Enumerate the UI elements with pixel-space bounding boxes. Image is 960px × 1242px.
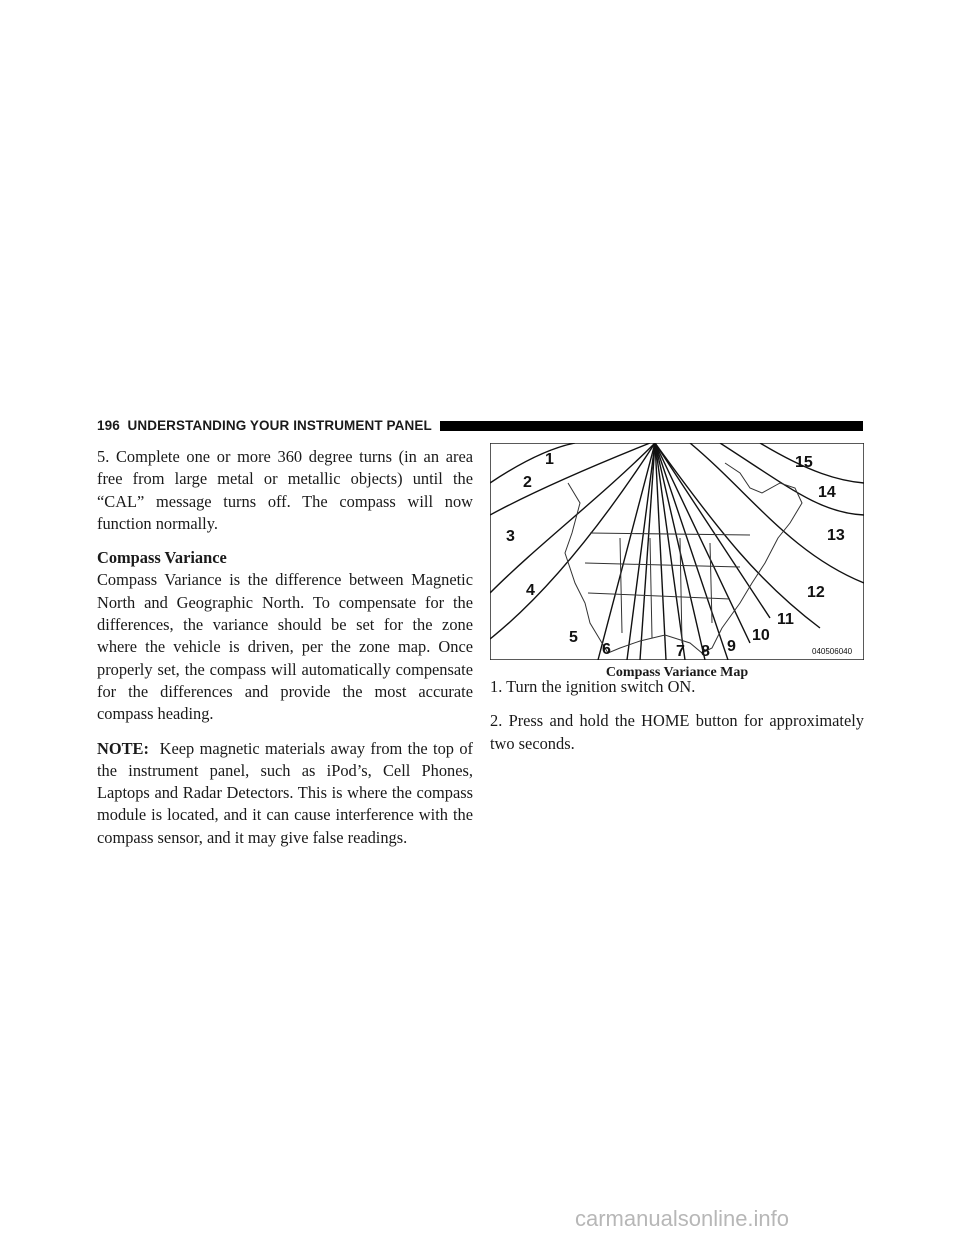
zone-label: 13 <box>827 527 845 544</box>
compass-variance-map <box>490 443 864 660</box>
step-2: 2. Press and hold the HOME button for approximately two seconds. <box>490 711 864 753</box>
section-title: UNDERSTANDING YOUR INSTRUMENT PANEL <box>127 418 432 433</box>
note-text: Keep magnetic materials away from the top of the instrument panel, such as iPod’s, Cell Phones, Laptops and Radar Detectors. This is where the compass module is located, and it can cause interference with the compass sensor, and it may give false readings. <box>97 738 473 847</box>
figure-caption: Compass Variance Map <box>605 665 749 680</box>
left-column <box>97 446 473 849</box>
page-header <box>97 417 863 435</box>
watermark: carmanualsonline.info <box>575 1206 790 1231</box>
step-5: 5. Complete one or more 360 degree turns (in an area free from large metal or metallic objects) until the “CAL” message turns off. The compass will now function normally. <box>97 447 473 533</box>
note-label: NOTE: <box>97 738 149 758</box>
zone-label: 2 <box>523 474 532 491</box>
zone-label: 14 <box>818 484 836 501</box>
header-rule <box>397 421 863 431</box>
zone-label: 5 <box>569 629 578 646</box>
step-1: 1. Turn the ignition switch ON. <box>490 677 696 696</box>
zone-label: 7 <box>676 643 685 660</box>
compass-variance-heading: Compass Variance <box>97 548 227 568</box>
zone-label: 6 <box>602 641 611 658</box>
right-column <box>490 676 864 755</box>
image-code: 040506040 <box>812 647 853 656</box>
zone-label: 12 <box>807 584 825 601</box>
zone-label: 1 <box>545 451 554 468</box>
zone-label: 4 <box>526 582 535 599</box>
header-text <box>97 417 440 435</box>
zone-label: 11 <box>777 611 794 628</box>
zone-label: 8 <box>701 643 710 660</box>
zone-label: 10 <box>752 627 770 644</box>
note-paragraph <box>97 738 473 849</box>
page-number: 196 <box>97 418 120 433</box>
zone-label: 3 <box>506 528 515 545</box>
compass-variance-paragraph: Compass Variance is the difference between Magnetic North and Geographic North. To compensate for the differences, the variance should be set for the zone where the vehicle is driven, per the zone map. Once properly set, the compass will automatically compensate for the differences and provide the most accurate compass heading. <box>97 570 473 724</box>
zone-label: 15 <box>795 454 813 471</box>
zone-label: 9 <box>727 638 736 655</box>
